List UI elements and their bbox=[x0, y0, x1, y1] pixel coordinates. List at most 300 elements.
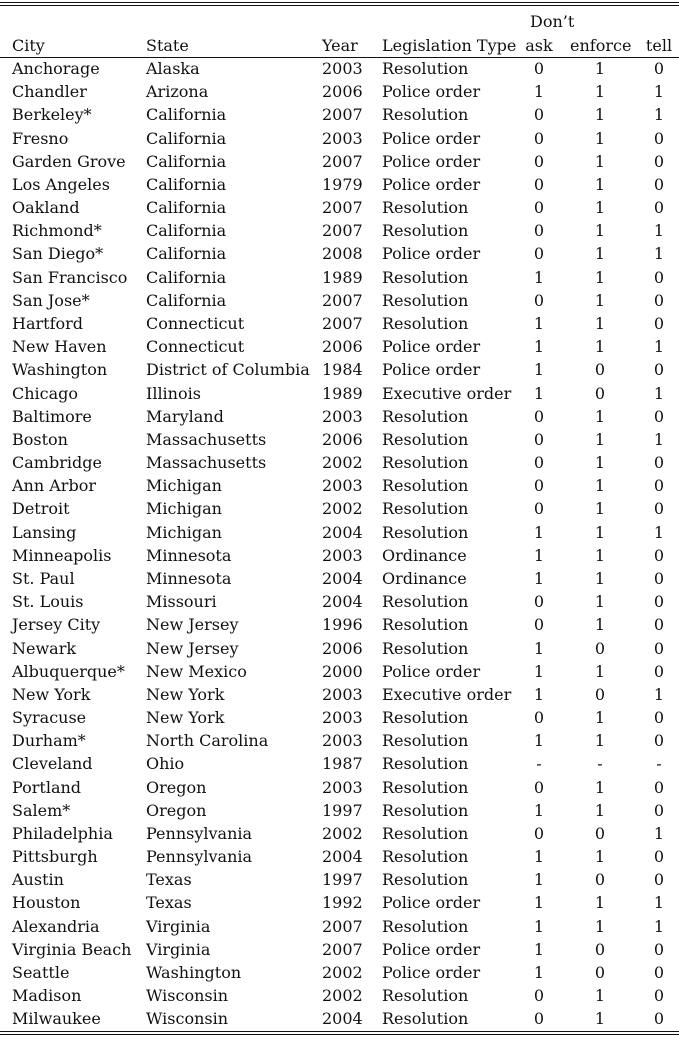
city-cell: Durham* bbox=[12, 731, 86, 750]
year-cell: 2004 bbox=[322, 847, 363, 866]
year-cell: 2007 bbox=[322, 917, 363, 936]
legislation-type-cell: Police order bbox=[382, 337, 481, 356]
dont-ask-cell: 1 bbox=[533, 360, 545, 379]
year-cell: 2008 bbox=[322, 244, 363, 263]
bottom-rule-2 bbox=[0, 1034, 679, 1035]
legislation-type-cell: Police order bbox=[382, 129, 481, 148]
legislation-type-cell: Resolution bbox=[382, 801, 469, 820]
dont-ask-cell: - bbox=[536, 754, 542, 773]
dont-ask-cell: 0 bbox=[533, 407, 545, 426]
dont-tell-cell: 1 bbox=[653, 244, 665, 263]
state-cell: Oregon bbox=[146, 801, 207, 820]
enforce-cell: 1 bbox=[594, 152, 606, 171]
state-cell: New Mexico bbox=[146, 662, 247, 681]
city-cell: Berkeley* bbox=[12, 105, 92, 124]
year-cell: 2006 bbox=[322, 639, 363, 658]
dont-ask-cell: 1 bbox=[533, 731, 545, 750]
dont-tell-cell: 0 bbox=[653, 499, 665, 518]
enforce-cell: 1 bbox=[594, 662, 606, 681]
dont-ask-cell: 0 bbox=[533, 59, 545, 78]
state-cell: Virginia bbox=[146, 917, 211, 936]
dont-tell-cell: 1 bbox=[653, 384, 665, 403]
dont-tell-cell: 0 bbox=[653, 59, 665, 78]
legislation-type-cell: Police order bbox=[382, 893, 481, 912]
enforce-cell: 1 bbox=[594, 499, 606, 518]
enforce-cell: 1 bbox=[594, 407, 606, 426]
state-cell: California bbox=[146, 175, 227, 194]
dont-tell-cell: 1 bbox=[653, 82, 665, 101]
legislation-type-cell: Resolution bbox=[382, 291, 469, 310]
year-cell: 2007 bbox=[322, 291, 363, 310]
header-dont: Don’t bbox=[530, 12, 575, 31]
dont-ask-cell: 1 bbox=[533, 639, 545, 658]
year-cell: 1997 bbox=[322, 870, 363, 889]
city-cell: Boston bbox=[12, 430, 68, 449]
dont-ask-cell: 1 bbox=[533, 847, 545, 866]
state-cell: Michigan bbox=[146, 523, 222, 542]
enforce-cell: 1 bbox=[594, 615, 606, 634]
enforce-cell: 1 bbox=[594, 592, 606, 611]
city-cell: San Francisco bbox=[12, 268, 128, 287]
city-cell: Philadelphia bbox=[12, 824, 113, 843]
legislation-type-cell: Resolution bbox=[382, 870, 469, 889]
dont-ask-cell: 1 bbox=[533, 523, 545, 542]
state-cell: Massachusetts bbox=[146, 453, 267, 472]
header-city: City bbox=[12, 36, 45, 55]
city-cell: Anchorage bbox=[12, 59, 100, 78]
enforce-cell: 0 bbox=[594, 870, 606, 889]
city-cell: Pittsburgh bbox=[12, 847, 98, 866]
year-cell: 2003 bbox=[322, 731, 363, 750]
city-cell: Lansing bbox=[12, 523, 77, 542]
header-enforce: enforce bbox=[570, 36, 632, 55]
state-cell: Washington bbox=[146, 963, 242, 982]
dont-tell-cell: 0 bbox=[653, 963, 665, 982]
dont-ask-cell: 0 bbox=[533, 175, 545, 194]
legislation-type-cell: Police order bbox=[382, 152, 481, 171]
dont-tell-cell: 1 bbox=[653, 893, 665, 912]
year-cell: 2003 bbox=[322, 59, 363, 78]
state-cell: California bbox=[146, 198, 227, 217]
dont-ask-cell: 1 bbox=[533, 940, 545, 959]
year-cell: 2004 bbox=[322, 1009, 363, 1028]
year-cell: 2004 bbox=[322, 569, 363, 588]
city-cell: Portland bbox=[12, 778, 82, 797]
enforce-cell: 1 bbox=[594, 337, 606, 356]
dont-ask-cell: 0 bbox=[533, 824, 545, 843]
city-cell: Chandler bbox=[12, 82, 87, 101]
enforce-cell: 0 bbox=[594, 963, 606, 982]
legislation-type-cell: Resolution bbox=[382, 778, 469, 797]
dont-ask-cell: 0 bbox=[533, 105, 545, 124]
top-rule-2 bbox=[0, 5, 679, 6]
dont-ask-cell: 0 bbox=[533, 453, 545, 472]
year-cell: 2002 bbox=[322, 824, 363, 843]
legislation-type-cell: Executive order bbox=[382, 384, 512, 403]
state-cell: Minnesota bbox=[146, 569, 232, 588]
dont-tell-cell: 0 bbox=[653, 1009, 665, 1028]
state-cell: New York bbox=[146, 685, 225, 704]
state-cell: Minnesota bbox=[146, 546, 232, 565]
dont-tell-cell: 0 bbox=[653, 731, 665, 750]
dont-ask-cell: 1 bbox=[533, 963, 545, 982]
header-state: State bbox=[146, 36, 189, 55]
dont-tell-cell: 0 bbox=[653, 801, 665, 820]
city-cell: St. Louis bbox=[12, 592, 84, 611]
legislation-type-cell: Resolution bbox=[382, 105, 469, 124]
year-cell: 2003 bbox=[322, 708, 363, 727]
dont-tell-cell: 1 bbox=[653, 917, 665, 936]
city-cell: Chicago bbox=[12, 384, 79, 403]
city-cell: St. Paul bbox=[12, 569, 75, 588]
city-cell: Alexandria bbox=[12, 917, 100, 936]
dont-ask-cell: 0 bbox=[533, 198, 545, 217]
dont-tell-cell: 0 bbox=[653, 662, 665, 681]
enforce-cell: 1 bbox=[594, 476, 606, 495]
dont-tell-cell: 0 bbox=[653, 639, 665, 658]
enforce-cell: 0 bbox=[594, 685, 606, 704]
dont-tell-cell: 0 bbox=[653, 592, 665, 611]
city-cell: Los Angeles bbox=[12, 175, 110, 194]
dont-tell-cell: 1 bbox=[653, 824, 665, 843]
dont-ask-cell: 0 bbox=[533, 129, 545, 148]
enforce-cell: 1 bbox=[594, 268, 606, 287]
city-cell: Garden Grove bbox=[12, 152, 126, 171]
legislation-type-cell: Executive order bbox=[382, 685, 512, 704]
year-cell: 2003 bbox=[322, 546, 363, 565]
legislation-type-cell: Police order bbox=[382, 360, 481, 379]
enforce-cell: 0 bbox=[594, 639, 606, 658]
dont-tell-cell: 1 bbox=[653, 105, 665, 124]
enforce-cell: 1 bbox=[594, 778, 606, 797]
dont-ask-cell: 1 bbox=[533, 870, 545, 889]
dont-ask-cell: 0 bbox=[533, 592, 545, 611]
enforce-cell: 1 bbox=[594, 893, 606, 912]
enforce-cell: 0 bbox=[594, 360, 606, 379]
enforce-cell: 1 bbox=[594, 175, 606, 194]
enforce-cell: 1 bbox=[594, 801, 606, 820]
enforce-cell: 1 bbox=[594, 244, 606, 263]
state-cell: Pennsylvania bbox=[146, 847, 253, 866]
year-cell: 2003 bbox=[322, 778, 363, 797]
state-cell: New York bbox=[146, 708, 225, 727]
state-cell: Michigan bbox=[146, 499, 222, 518]
dont-ask-cell: 1 bbox=[533, 337, 545, 356]
dont-tell-cell: 1 bbox=[653, 221, 665, 240]
dont-tell-cell: 1 bbox=[653, 337, 665, 356]
dont-tell-cell: 0 bbox=[653, 708, 665, 727]
enforce-cell: 1 bbox=[594, 291, 606, 310]
city-cell: Virginia Beach bbox=[12, 940, 132, 959]
dont-tell-cell: 0 bbox=[653, 291, 665, 310]
enforce-cell: 0 bbox=[594, 940, 606, 959]
year-cell: 2007 bbox=[322, 221, 363, 240]
city-cell: New Haven bbox=[12, 337, 107, 356]
dont-ask-cell: 1 bbox=[533, 685, 545, 704]
state-cell: California bbox=[146, 152, 227, 171]
dont-tell-cell: 0 bbox=[653, 152, 665, 171]
year-cell: 2004 bbox=[322, 592, 363, 611]
dont-ask-cell: 1 bbox=[533, 893, 545, 912]
state-cell: Texas bbox=[146, 893, 192, 912]
dont-ask-cell: 0 bbox=[533, 499, 545, 518]
dont-ask-cell: 0 bbox=[533, 986, 545, 1005]
enforce-cell: 1 bbox=[594, 59, 606, 78]
dont-ask-cell: 0 bbox=[533, 430, 545, 449]
dont-ask-cell: 0 bbox=[533, 152, 545, 171]
city-cell: Richmond* bbox=[12, 221, 102, 240]
dont-tell-cell: 0 bbox=[653, 778, 665, 797]
legislation-type-cell: Police order bbox=[382, 940, 481, 959]
city-cell: Madison bbox=[12, 986, 82, 1005]
city-cell: Salem* bbox=[12, 801, 71, 820]
dont-tell-cell: 0 bbox=[653, 940, 665, 959]
state-cell: California bbox=[146, 291, 227, 310]
enforce-cell: 1 bbox=[594, 523, 606, 542]
legislation-type-cell: Ordinance bbox=[382, 569, 467, 588]
legislation-type-cell: Resolution bbox=[382, 499, 469, 518]
state-cell: Wisconsin bbox=[146, 1009, 229, 1028]
state-cell: Maryland bbox=[146, 407, 224, 426]
enforce-cell: 1 bbox=[594, 129, 606, 148]
legislation-type-cell: Police order bbox=[382, 175, 481, 194]
year-cell: 2000 bbox=[322, 662, 363, 681]
year-cell: 2007 bbox=[322, 314, 363, 333]
state-cell: Connecticut bbox=[146, 314, 245, 333]
dont-ask-cell: 0 bbox=[533, 291, 545, 310]
year-cell: 2006 bbox=[322, 82, 363, 101]
year-cell: 2003 bbox=[322, 685, 363, 704]
legislation-type-cell: Resolution bbox=[382, 523, 469, 542]
dont-ask-cell: 1 bbox=[533, 82, 545, 101]
city-cell: Detroit bbox=[12, 499, 70, 518]
city-cell: New York bbox=[12, 685, 91, 704]
legislation-type-cell: Resolution bbox=[382, 1009, 469, 1028]
legislation-type-cell: Resolution bbox=[382, 453, 469, 472]
legislation-type-cell: Resolution bbox=[382, 407, 469, 426]
dont-tell-cell: 0 bbox=[653, 407, 665, 426]
header-ask: ask bbox=[525, 36, 553, 55]
dont-tell-cell: 0 bbox=[653, 569, 665, 588]
header-rule bbox=[0, 57, 679, 58]
city-cell: Fresno bbox=[12, 129, 69, 148]
legislation-type-cell: Resolution bbox=[382, 917, 469, 936]
dont-ask-cell: 1 bbox=[533, 569, 545, 588]
dont-tell-cell: 0 bbox=[653, 198, 665, 217]
state-cell: California bbox=[146, 268, 227, 287]
year-cell: 2003 bbox=[322, 407, 363, 426]
dont-ask-cell: 1 bbox=[533, 917, 545, 936]
legislation-type-cell: Police order bbox=[382, 244, 481, 263]
enforce-cell: 1 bbox=[594, 731, 606, 750]
legislation-type-cell: Resolution bbox=[382, 268, 469, 287]
dont-ask-cell: 1 bbox=[533, 314, 545, 333]
legislation-type-cell: Resolution bbox=[382, 731, 469, 750]
enforce-cell: 1 bbox=[594, 546, 606, 565]
city-cell: Oakland bbox=[12, 198, 80, 217]
enforce-cell: 1 bbox=[594, 847, 606, 866]
city-cell: Cleveland bbox=[12, 754, 93, 773]
legislation-type-cell: Police order bbox=[382, 963, 481, 982]
year-cell: 1996 bbox=[322, 615, 363, 634]
state-cell: Virginia bbox=[146, 940, 211, 959]
dont-tell-cell: - bbox=[656, 754, 662, 773]
enforce-cell: 1 bbox=[594, 917, 606, 936]
enforce-cell: 1 bbox=[594, 708, 606, 727]
state-cell: Arizona bbox=[146, 82, 209, 101]
enforce-cell: 1 bbox=[594, 1009, 606, 1028]
year-cell: 2003 bbox=[322, 129, 363, 148]
dont-tell-cell: 0 bbox=[653, 847, 665, 866]
enforce-cell: 1 bbox=[594, 569, 606, 588]
city-cell: Cambridge bbox=[12, 453, 102, 472]
enforce-cell: 0 bbox=[594, 824, 606, 843]
city-cell: Houston bbox=[12, 893, 81, 912]
state-cell: New Jersey bbox=[146, 615, 239, 634]
state-cell: California bbox=[146, 244, 227, 263]
year-cell: 1979 bbox=[322, 175, 363, 194]
legislation-type-cell: Resolution bbox=[382, 824, 469, 843]
enforce-cell: 1 bbox=[594, 314, 606, 333]
year-cell: 2006 bbox=[322, 430, 363, 449]
dont-ask-cell: 0 bbox=[533, 476, 545, 495]
legislation-type-cell: Police order bbox=[382, 662, 481, 681]
enforce-cell: 1 bbox=[594, 453, 606, 472]
legislation-type-cell: Ordinance bbox=[382, 546, 467, 565]
year-cell: 2007 bbox=[322, 152, 363, 171]
state-cell: Massachusetts bbox=[146, 430, 267, 449]
state-cell: Pennsylvania bbox=[146, 824, 253, 843]
legislation-type-cell: Resolution bbox=[382, 615, 469, 634]
city-cell: Washington bbox=[12, 360, 108, 379]
state-cell: Oregon bbox=[146, 778, 207, 797]
enforce-cell: 1 bbox=[594, 986, 606, 1005]
dont-ask-cell: 0 bbox=[533, 1009, 545, 1028]
city-cell: Syracuse bbox=[12, 708, 87, 727]
header-legislation-type: Legislation Type bbox=[382, 36, 517, 55]
dont-tell-cell: 0 bbox=[653, 129, 665, 148]
state-cell: California bbox=[146, 105, 227, 124]
top-rule-1 bbox=[0, 2, 679, 3]
dont-tell-cell: 0 bbox=[653, 476, 665, 495]
legislation-type-cell: Police order bbox=[382, 82, 481, 101]
state-cell: Ohio bbox=[146, 754, 185, 773]
state-cell: Connecticut bbox=[146, 337, 245, 356]
dont-tell-cell: 0 bbox=[653, 314, 665, 333]
year-cell: 1989 bbox=[322, 268, 363, 287]
state-cell: Alaska bbox=[146, 59, 200, 78]
state-cell: New Jersey bbox=[146, 639, 239, 658]
state-cell: Michigan bbox=[146, 476, 222, 495]
dont-tell-cell: 0 bbox=[653, 546, 665, 565]
year-cell: 2002 bbox=[322, 963, 363, 982]
legislation-type-cell: Resolution bbox=[382, 639, 469, 658]
year-cell: 2003 bbox=[322, 476, 363, 495]
dont-tell-cell: 0 bbox=[653, 175, 665, 194]
year-cell: 1984 bbox=[322, 360, 363, 379]
city-cell: Albuquerque* bbox=[12, 662, 125, 681]
year-cell: 2002 bbox=[322, 453, 363, 472]
legislation-type-cell: Resolution bbox=[382, 592, 469, 611]
city-cell: Hartford bbox=[12, 314, 84, 333]
dont-ask-cell: 1 bbox=[533, 268, 545, 287]
year-cell: 1989 bbox=[322, 384, 363, 403]
legislation-type-cell: Resolution bbox=[382, 476, 469, 495]
dont-tell-cell: 0 bbox=[653, 986, 665, 1005]
state-cell: Missouri bbox=[146, 592, 217, 611]
state-cell: Texas bbox=[146, 870, 192, 889]
enforce-cell: 1 bbox=[594, 221, 606, 240]
bottom-rule-1 bbox=[0, 1031, 679, 1032]
enforce-cell: 1 bbox=[594, 82, 606, 101]
state-cell: North Carolina bbox=[146, 731, 269, 750]
state-cell: Illinois bbox=[146, 384, 201, 403]
enforce-cell: 0 bbox=[594, 384, 606, 403]
city-cell: Austin bbox=[12, 870, 64, 889]
year-cell: 2007 bbox=[322, 198, 363, 217]
dont-tell-cell: 0 bbox=[653, 453, 665, 472]
legislation-type-cell: Resolution bbox=[382, 221, 469, 240]
dont-tell-cell: 0 bbox=[653, 870, 665, 889]
city-cell: Milwaukee bbox=[12, 1009, 101, 1028]
legislation-type-cell: Resolution bbox=[382, 430, 469, 449]
dont-ask-cell: 1 bbox=[533, 801, 545, 820]
dont-ask-cell: 0 bbox=[533, 708, 545, 727]
header-year: Year bbox=[322, 36, 358, 55]
legislation-type-cell: Resolution bbox=[382, 708, 469, 727]
city-cell: San Jose* bbox=[12, 291, 90, 310]
dont-ask-cell: 1 bbox=[533, 662, 545, 681]
enforce-cell: 1 bbox=[594, 198, 606, 217]
state-cell: Wisconsin bbox=[146, 986, 229, 1005]
dont-ask-cell: 0 bbox=[533, 221, 545, 240]
city-cell: San Diego* bbox=[12, 244, 104, 263]
city-cell: Jersey City bbox=[12, 615, 101, 634]
dont-ask-cell: 0 bbox=[533, 615, 545, 634]
dont-tell-cell: 0 bbox=[653, 615, 665, 634]
legislation-type-cell: Resolution bbox=[382, 314, 469, 333]
year-cell: 2004 bbox=[322, 523, 363, 542]
year-cell: 1987 bbox=[322, 754, 363, 773]
year-cell: 2007 bbox=[322, 105, 363, 124]
city-cell: Ann Arbor bbox=[12, 476, 96, 495]
dont-ask-cell: 0 bbox=[533, 244, 545, 263]
state-cell: California bbox=[146, 221, 227, 240]
legislation-type-cell: Resolution bbox=[382, 198, 469, 217]
city-cell: Newark bbox=[12, 639, 77, 658]
year-cell: 2006 bbox=[322, 337, 363, 356]
city-cell: Seattle bbox=[12, 963, 70, 982]
dont-ask-cell: 1 bbox=[533, 384, 545, 403]
dont-tell-cell: 1 bbox=[653, 430, 665, 449]
enforce-cell: 1 bbox=[594, 105, 606, 124]
legislation-type-cell: Resolution bbox=[382, 986, 469, 1005]
dont-ask-cell: 1 bbox=[533, 546, 545, 565]
dont-tell-cell: 1 bbox=[653, 523, 665, 542]
year-cell: 2007 bbox=[322, 940, 363, 959]
year-cell: 2002 bbox=[322, 499, 363, 518]
dont-tell-cell: 0 bbox=[653, 360, 665, 379]
enforce-cell: 1 bbox=[594, 430, 606, 449]
legislation-type-cell: Resolution bbox=[382, 847, 469, 866]
dont-tell-cell: 0 bbox=[653, 268, 665, 287]
city-cell: Baltimore bbox=[12, 407, 92, 426]
header-tell: tell bbox=[645, 36, 673, 55]
legislation-type-cell: Resolution bbox=[382, 754, 469, 773]
dont-tell-cell: 1 bbox=[653, 685, 665, 704]
city-cell: Minneapolis bbox=[12, 546, 112, 565]
dont-ask-cell: 0 bbox=[533, 778, 545, 797]
